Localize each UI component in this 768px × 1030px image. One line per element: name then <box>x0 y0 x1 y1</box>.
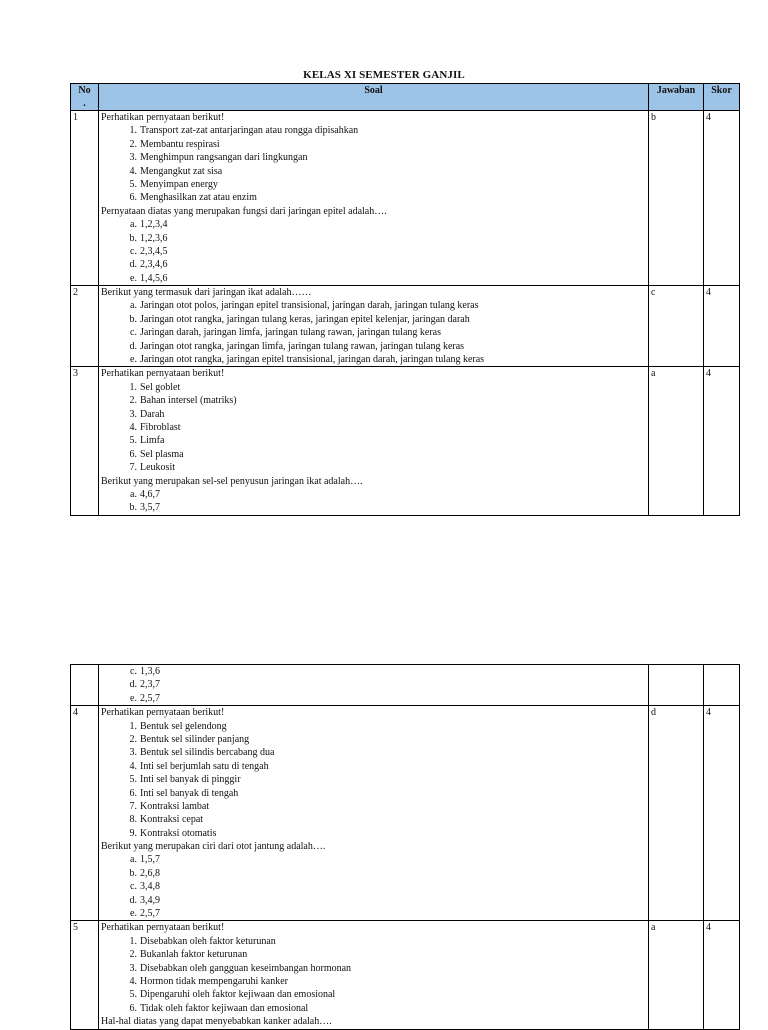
question-text <box>99 665 649 706</box>
line-text: 2,3,7 <box>140 679 160 691</box>
list-marker: 3. <box>129 152 137 164</box>
question-text <box>99 111 649 286</box>
list-item <box>101 948 648 961</box>
line-text: Berikut yang merupakan sel-sel penyusun jaringan ikat adalah…. <box>101 475 363 487</box>
line-text: Darah <box>140 408 165 420</box>
question-number <box>71 665 99 706</box>
line-text: 1,4,5,6 <box>140 272 168 284</box>
list-item <box>101 353 648 366</box>
list-item <box>101 245 648 258</box>
list-marker: 6. <box>129 192 137 204</box>
list-marker: e. <box>130 354 137 366</box>
line-text: Perhatikan pernyataan berikut! <box>101 368 225 380</box>
question-number: 1 <box>71 111 99 286</box>
list-item <box>101 1002 648 1015</box>
list-marker: 3. <box>129 408 137 420</box>
list-marker: e. <box>130 272 137 284</box>
question-number: 3 <box>71 367 99 515</box>
question-line <box>101 840 648 853</box>
line-text: Transport zat-zat antarjaringan atau rongga dipisahkan <box>140 125 359 137</box>
line-text: Menghimpun rangsangan dari lingkungan <box>140 152 308 164</box>
list-marker: 3. <box>129 747 137 759</box>
score-cell <box>704 665 740 706</box>
question-line <box>101 921 648 934</box>
line-text: Bukanlah faktor keturunan <box>140 949 248 961</box>
list-item <box>101 381 648 394</box>
question-line <box>101 286 648 299</box>
line-text: 2,3,4,5 <box>140 245 168 257</box>
line-text: Jaringan otot rangka, jaringan limfa, jaringan tulang rawan, jaringan tulang keras <box>140 340 465 352</box>
line-text: Inti sel banyak di tengah <box>140 787 239 799</box>
list-item <box>101 935 648 948</box>
list-marker: 1. <box>129 381 137 393</box>
list-item <box>101 488 648 501</box>
list-item <box>101 448 648 461</box>
line-text: Jaringan otot polos, jaringan epitel transisional, jaringan darah, jaringan tulang keras <box>140 300 479 312</box>
list-item <box>101 326 648 339</box>
list-marker: 1. <box>129 935 137 947</box>
list-marker: b. <box>129 232 137 244</box>
list-item <box>101 733 648 746</box>
line-text: Leukosit <box>140 462 175 474</box>
question-line <box>101 706 648 719</box>
line-text: Sel plasma <box>140 448 184 460</box>
line-text: Perhatikan pernyataan berikut! <box>101 707 225 719</box>
line-text: Perhatikan pernyataan berikut! <box>101 922 225 934</box>
list-marker: 5. <box>129 435 137 447</box>
list-marker: c. <box>130 881 137 893</box>
list-item <box>101 800 648 813</box>
list-marker: a. <box>130 219 137 231</box>
question-line <box>101 111 648 124</box>
line-text: Inti sel berjumlah satu di tengah <box>140 760 269 772</box>
line-text: Bentuk sel silindis bercabang dua <box>140 747 275 759</box>
list-item <box>101 678 648 691</box>
line-text: Berikut yang termasuk dari jaringan ikat adalah…… <box>101 287 312 299</box>
answer-cell: b <box>649 111 704 286</box>
line-text: Kontraksi otomatis <box>140 827 217 839</box>
answer-cell: c <box>649 286 704 367</box>
line-text: Berikut yang merupakan ciri dari otot jantung adalah…. <box>101 841 326 853</box>
score-cell: 4 <box>704 921 740 1029</box>
answer-cell: d <box>649 706 704 921</box>
question-text <box>99 367 649 515</box>
list-item <box>101 894 648 907</box>
list-marker: d. <box>129 679 137 691</box>
line-text: Tidak oleh faktor kejiwaan dan emosional <box>140 1002 309 1014</box>
list-marker: e. <box>130 692 137 704</box>
table-header-row <box>71 84 740 111</box>
line-text: Inti sel banyak di pinggir <box>140 774 241 786</box>
line-text: Jaringan darah, jaringan limfa, jaringan tulang rawan, jaringan tulang keras <box>140 327 441 339</box>
table-row <box>71 665 740 706</box>
list-marker: 5. <box>129 774 137 786</box>
list-item <box>101 124 648 137</box>
list-marker: d. <box>129 894 137 906</box>
question-number: 2 <box>71 286 99 367</box>
list-marker: 7. <box>129 800 137 812</box>
line-text: Dipengaruhi oleh faktor kejiwaan dan emosional <box>140 989 336 1001</box>
question-line <box>101 475 648 488</box>
list-marker: 6. <box>129 448 137 460</box>
line-text: Mengangkut zat sisa <box>140 165 223 177</box>
table-row <box>71 111 740 286</box>
line-text: Menyimpan energy <box>140 178 218 190</box>
list-marker: 5. <box>129 178 137 190</box>
list-marker: a. <box>130 300 137 312</box>
list-marker: 3. <box>129 962 137 974</box>
list-marker: 2. <box>129 949 137 961</box>
list-item <box>101 340 648 353</box>
line-text: Membantu respirasi <box>140 138 220 150</box>
list-marker: 2. <box>129 733 137 745</box>
line-text: 4,6,7 <box>140 488 160 500</box>
list-marker: c. <box>130 245 137 257</box>
header-skor: Skor <box>704 84 740 111</box>
list-marker: 4. <box>129 975 137 987</box>
line-text: Bentuk sel gelendong <box>140 720 227 732</box>
list-marker: 4. <box>129 421 137 433</box>
list-item <box>101 232 648 245</box>
line-text: Disebabkan oleh gangguan keseimbangan hormonan <box>140 962 352 974</box>
list-marker: c. <box>130 666 137 677</box>
answer-cell: a <box>649 367 704 515</box>
line-text: 1,2,3,6 <box>140 232 168 244</box>
list-marker: b. <box>129 313 137 325</box>
line-text: 2,3,4,6 <box>140 259 168 271</box>
line-text: 2,5,7 <box>140 908 160 920</box>
question-line <box>101 367 648 380</box>
line-text: Sel goblet <box>140 381 181 393</box>
list-marker: 1. <box>129 720 137 732</box>
list-item <box>101 760 648 773</box>
score-cell: 4 <box>704 111 740 286</box>
list-item <box>101 461 648 474</box>
question-text <box>99 921 649 1029</box>
list-item <box>101 665 648 678</box>
list-item <box>101 218 648 231</box>
list-item <box>101 408 648 421</box>
table-row <box>71 706 740 921</box>
list-marker: e. <box>130 908 137 920</box>
line-text: 2,5,7 <box>140 692 160 704</box>
list-item <box>101 720 648 733</box>
list-marker: c. <box>130 327 137 339</box>
score-cell: 4 <box>704 367 740 515</box>
line-text: 1,2,3,4 <box>140 219 168 231</box>
list-marker: 8. <box>129 814 137 826</box>
table-row <box>71 367 740 515</box>
question-text <box>99 706 649 921</box>
list-item <box>101 313 648 326</box>
header-no: No . <box>71 84 99 111</box>
list-item <box>101 421 648 434</box>
list-marker: 4. <box>129 165 137 177</box>
score-cell: 4 <box>704 706 740 921</box>
line-text: 3,5,7 <box>140 502 160 514</box>
answer-cell: a <box>649 921 704 1029</box>
question-number: 5 <box>71 921 99 1029</box>
list-marker: 2. <box>129 395 137 407</box>
line-text: 1,5,7 <box>140 854 160 866</box>
line-text: Kontraksi lambat <box>140 800 210 812</box>
list-item <box>101 191 648 204</box>
list-marker: 5. <box>129 989 137 1001</box>
line-text: Bahan intersel (matriks) <box>140 395 237 407</box>
line-text: Fibroblast <box>140 421 181 433</box>
list-marker: d. <box>129 259 137 271</box>
list-marker: b. <box>129 502 137 514</box>
list-item <box>101 773 648 786</box>
list-marker: 2. <box>129 138 137 150</box>
question-line <box>101 1015 648 1028</box>
list-item <box>101 151 648 164</box>
question-text <box>99 286 649 367</box>
line-text: Hormon tidak mempengaruhi kanker <box>140 975 289 987</box>
list-item <box>101 853 648 866</box>
line-text: 1,3,6 <box>140 666 160 677</box>
list-item <box>101 299 648 312</box>
list-item <box>101 988 648 1001</box>
list-item <box>101 165 648 178</box>
question-number: 4 <box>71 706 99 921</box>
score-cell: 4 <box>704 286 740 367</box>
line-text: Jaringan otot rangka, jaringan tulang keras, jaringan epitel kelenjar, jaringan darah <box>140 313 470 325</box>
line-text: Jaringan otot rangka, jaringan epitel transisional, jaringan darah, jaringan tulang keras <box>140 354 485 366</box>
list-marker: 4. <box>129 760 137 772</box>
list-item <box>101 394 648 407</box>
list-item <box>101 501 648 514</box>
question-table-2 <box>70 664 740 1030</box>
list-item <box>101 880 648 893</box>
answer-cell <box>649 665 704 706</box>
list-marker: a. <box>130 488 137 500</box>
line-text: Bentuk sel silinder panjang <box>140 733 250 745</box>
list-item <box>101 434 648 447</box>
header-jawaban: Jawaban <box>649 84 704 111</box>
question-table-1 <box>70 83 740 516</box>
table-row <box>71 921 740 1029</box>
list-marker: 1. <box>129 125 137 137</box>
list-marker: d. <box>129 340 137 352</box>
list-item <box>101 867 648 880</box>
list-item <box>101 746 648 759</box>
line-text: Hal-hal diatas yang dapat menyebabkan kanker adalah…. <box>101 1016 332 1028</box>
list-marker: b. <box>129 867 137 879</box>
list-item <box>101 138 648 151</box>
line-text: Menghasilkan zat atau enzim <box>140 192 257 204</box>
list-marker: a. <box>130 854 137 866</box>
list-item <box>101 962 648 975</box>
question-line <box>101 205 648 218</box>
list-item <box>101 907 648 920</box>
list-marker: 6. <box>129 787 137 799</box>
list-marker: 6. <box>129 1002 137 1014</box>
line-text: Pernyataan diatas yang merupakan fungsi dari jaringan epitel adalah…. <box>101 205 387 217</box>
list-item <box>101 813 648 826</box>
list-item <box>101 975 648 988</box>
line-text: Perhatikan pernyataan berikut! <box>101 112 225 123</box>
line-text: Limfa <box>140 435 165 447</box>
line-text: Kontraksi cepat <box>140 814 204 826</box>
list-item <box>101 787 648 800</box>
list-marker: 9. <box>129 827 137 839</box>
list-item <box>101 258 648 271</box>
line-text: 3,4,8 <box>140 881 160 893</box>
list-item <box>101 827 648 840</box>
line-text: 2,6,8 <box>140 867 160 879</box>
table-row <box>71 286 740 367</box>
list-item <box>101 692 648 705</box>
page-title: KELAS XI SEMESTER GANJIL <box>303 69 465 81</box>
line-text: Disebabkan oleh faktor keturunan <box>140 935 276 947</box>
line-text: 3,4,9 <box>140 894 160 906</box>
list-item <box>101 272 648 285</box>
list-marker: 7. <box>129 462 137 474</box>
list-item <box>101 178 648 191</box>
header-soal: Soal <box>99 84 649 111</box>
